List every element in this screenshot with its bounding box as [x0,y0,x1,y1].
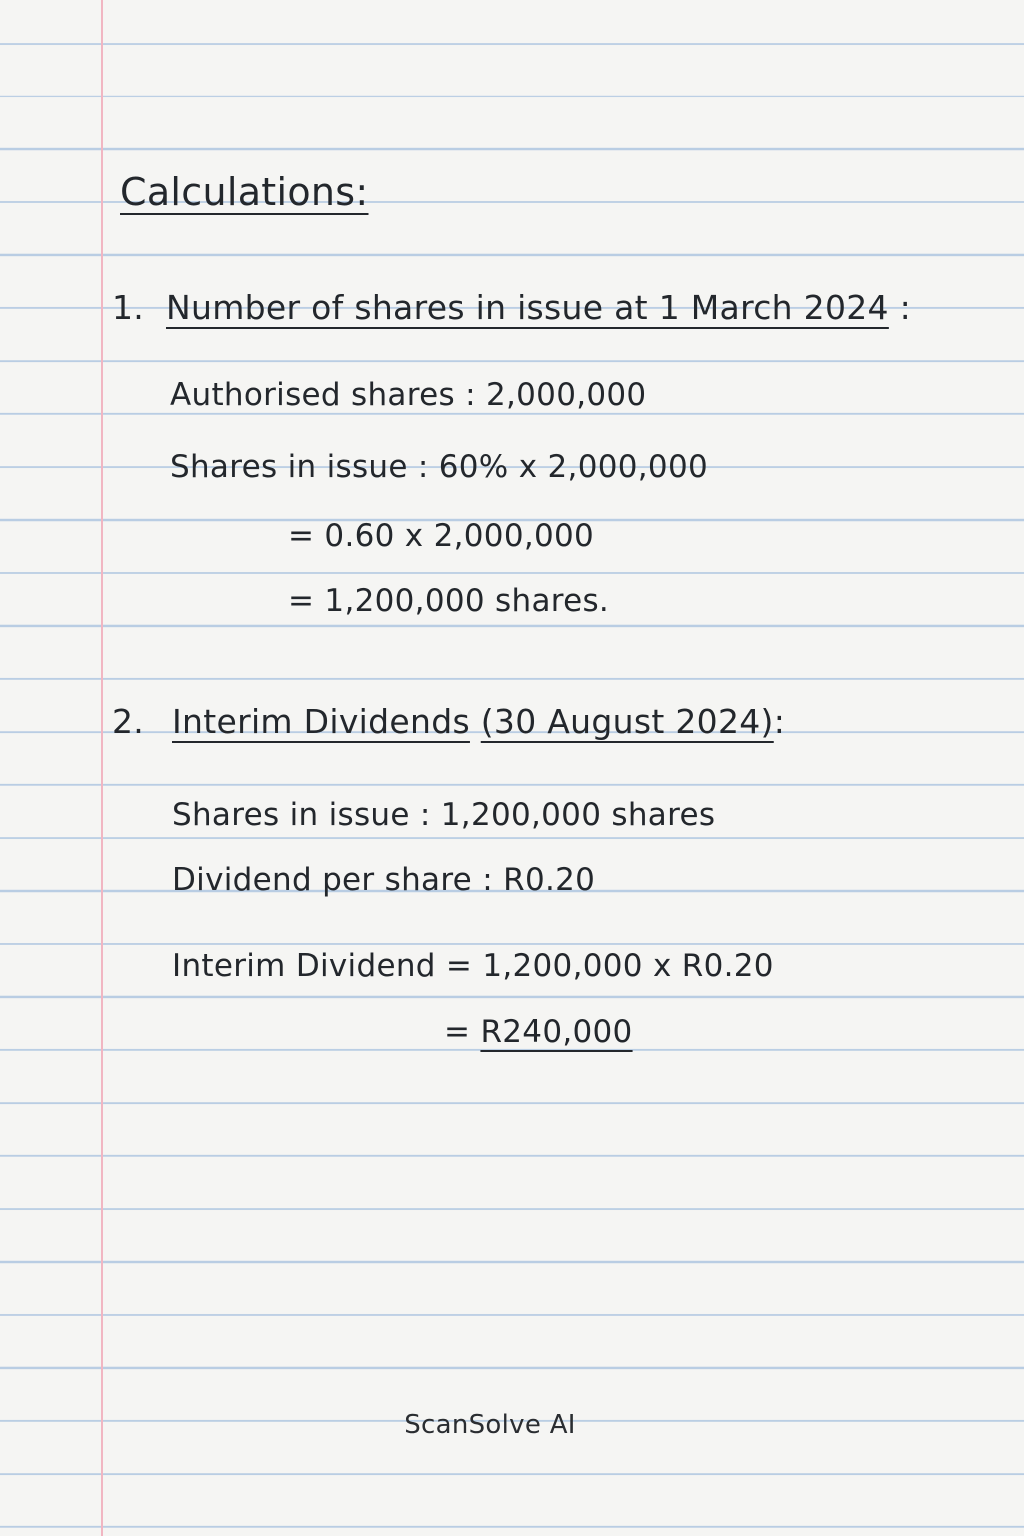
section-1-heading [166,288,911,327]
calc-line: Shares in issue : 60% x 2,000,000 [170,449,708,485]
section-1-heading-colon: : [899,288,912,327]
footer-brand: ScanSolve AI [404,1410,576,1440]
section-1-heading-text: Number of shares in issue at 1 March 2024 [166,288,889,327]
calc-line: = 1,200,000 shares. [288,583,610,619]
section-2-heading-colon: : [773,702,786,741]
result-line [444,1014,633,1050]
section-2-heading-date: (30 August 2024) [480,702,774,741]
section-2-heading [172,702,785,741]
margin-line [101,0,103,1536]
calc-line: = 0.60 x 2,000,000 [288,518,595,554]
calc-line: Authorised shares : 2,000,000 [170,377,647,413]
section-2-heading-text: Interim Dividends [172,702,470,741]
result-equals: = [444,1014,471,1050]
calc-line: Shares in issue : 1,200,000 shares [172,797,716,833]
section-1-number: 1. [112,288,145,327]
calc-line: Interim Dividend = 1,200,000 x R0.20 [172,948,774,984]
final-answer: R240,000 [480,1014,633,1050]
section-2-number: 2. [112,702,145,741]
page-title: Calculations: [120,170,369,214]
calc-line: Dividend per share : R0.20 [172,862,596,898]
